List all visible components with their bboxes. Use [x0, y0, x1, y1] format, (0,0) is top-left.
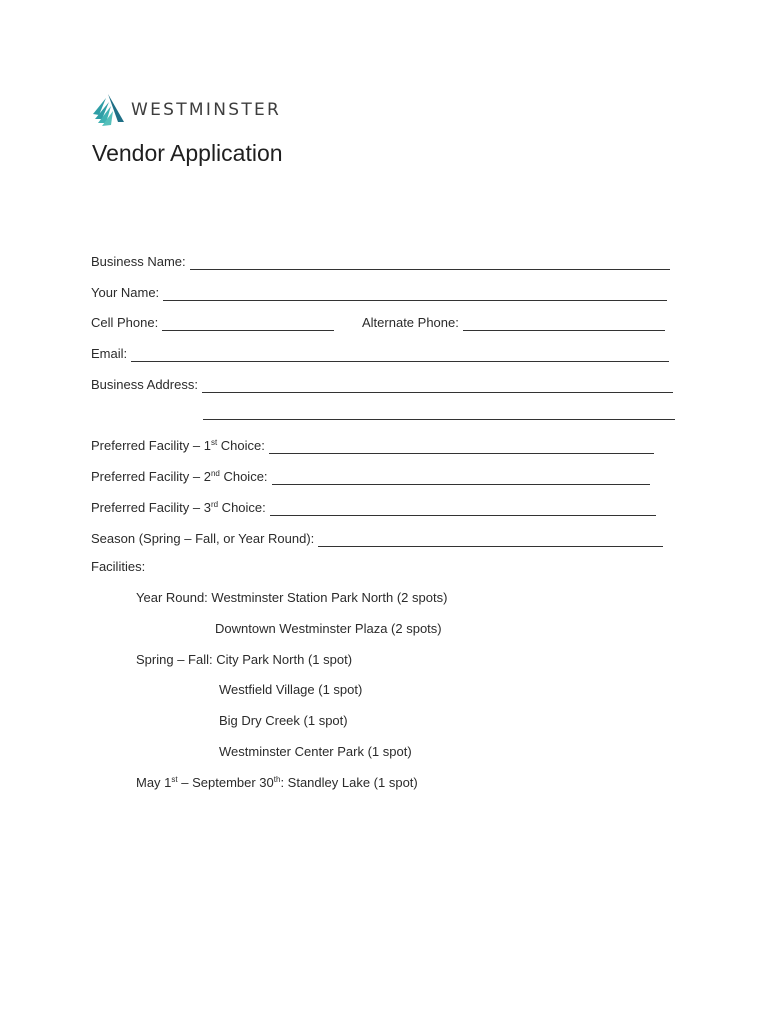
cell-phone-line[interactable]	[162, 330, 334, 331]
alternate-phone-label: Alternate Phone:	[362, 315, 459, 330]
logo-text: WESTMINSTER	[131, 100, 282, 120]
alternate-phone-line[interactable]	[463, 330, 665, 331]
season-label: Season (Spring – Fall, or Year Round):	[91, 531, 315, 546]
your-name-label: Your Name:	[91, 285, 160, 300]
email-label: Email:	[91, 346, 128, 361]
your-name-line[interactable]	[163, 300, 667, 301]
business-address-label: Business Address:	[91, 377, 198, 392]
page-title: Vendor Application	[92, 140, 283, 166]
season-field	[91, 527, 663, 547]
preferred-facility-3-field	[91, 496, 656, 516]
business-address-field	[91, 373, 673, 393]
westminster-logo-icon	[90, 92, 126, 128]
preferred-facility-2-line[interactable]	[272, 484, 650, 485]
preferred-facility-2-field	[91, 465, 650, 485]
preferred-facility-3-label: Preferred Facility – 3rd Choice:	[91, 500, 266, 515]
cell-phone-field	[91, 311, 334, 331]
preferred-facility-1-label: Preferred Facility – 1st Choice:	[91, 438, 265, 453]
facility-spring-fall: Spring – Fall: City Park North (1 spot)	[136, 652, 353, 667]
facility-spring-fall-2: Westfield Village (1 spot)	[219, 682, 363, 697]
cell-phone-label: Cell Phone:	[91, 315, 159, 330]
business-address-line-1[interactable]	[202, 392, 673, 393]
facilities-heading: Facilities:	[91, 559, 146, 574]
westminster-logo	[90, 92, 281, 128]
preferred-facility-3-line[interactable]	[270, 515, 656, 516]
preferred-facility-2-label: Preferred Facility – 2nd Choice:	[91, 469, 268, 484]
business-name-field	[91, 250, 670, 270]
business-name-label: Business Name:	[91, 254, 186, 269]
alternate-phone-field	[362, 311, 665, 331]
facility-year-round: Year Round: Westminster Station Park North (2 spots)	[136, 590, 448, 605]
facility-may-september: May 1st – September 30th: Standley Lake (1 spot)	[136, 775, 418, 790]
facility-spring-fall-4: Westminster Center Park (1 spot)	[219, 744, 412, 759]
business-name-line[interactable]	[190, 269, 670, 270]
facility-year-round-2: Downtown Westminster Plaza (2 spots)	[215, 621, 442, 636]
season-line[interactable]	[318, 546, 663, 547]
preferred-facility-1-field	[91, 434, 654, 454]
email-line[interactable]	[131, 361, 669, 362]
email-field	[91, 342, 669, 362]
business-address-line-2[interactable]	[203, 419, 675, 420]
facility-spring-fall-3: Big Dry Creek (1 spot)	[219, 713, 348, 728]
your-name-field	[91, 281, 667, 301]
preferred-facility-1-line[interactable]	[269, 453, 654, 454]
